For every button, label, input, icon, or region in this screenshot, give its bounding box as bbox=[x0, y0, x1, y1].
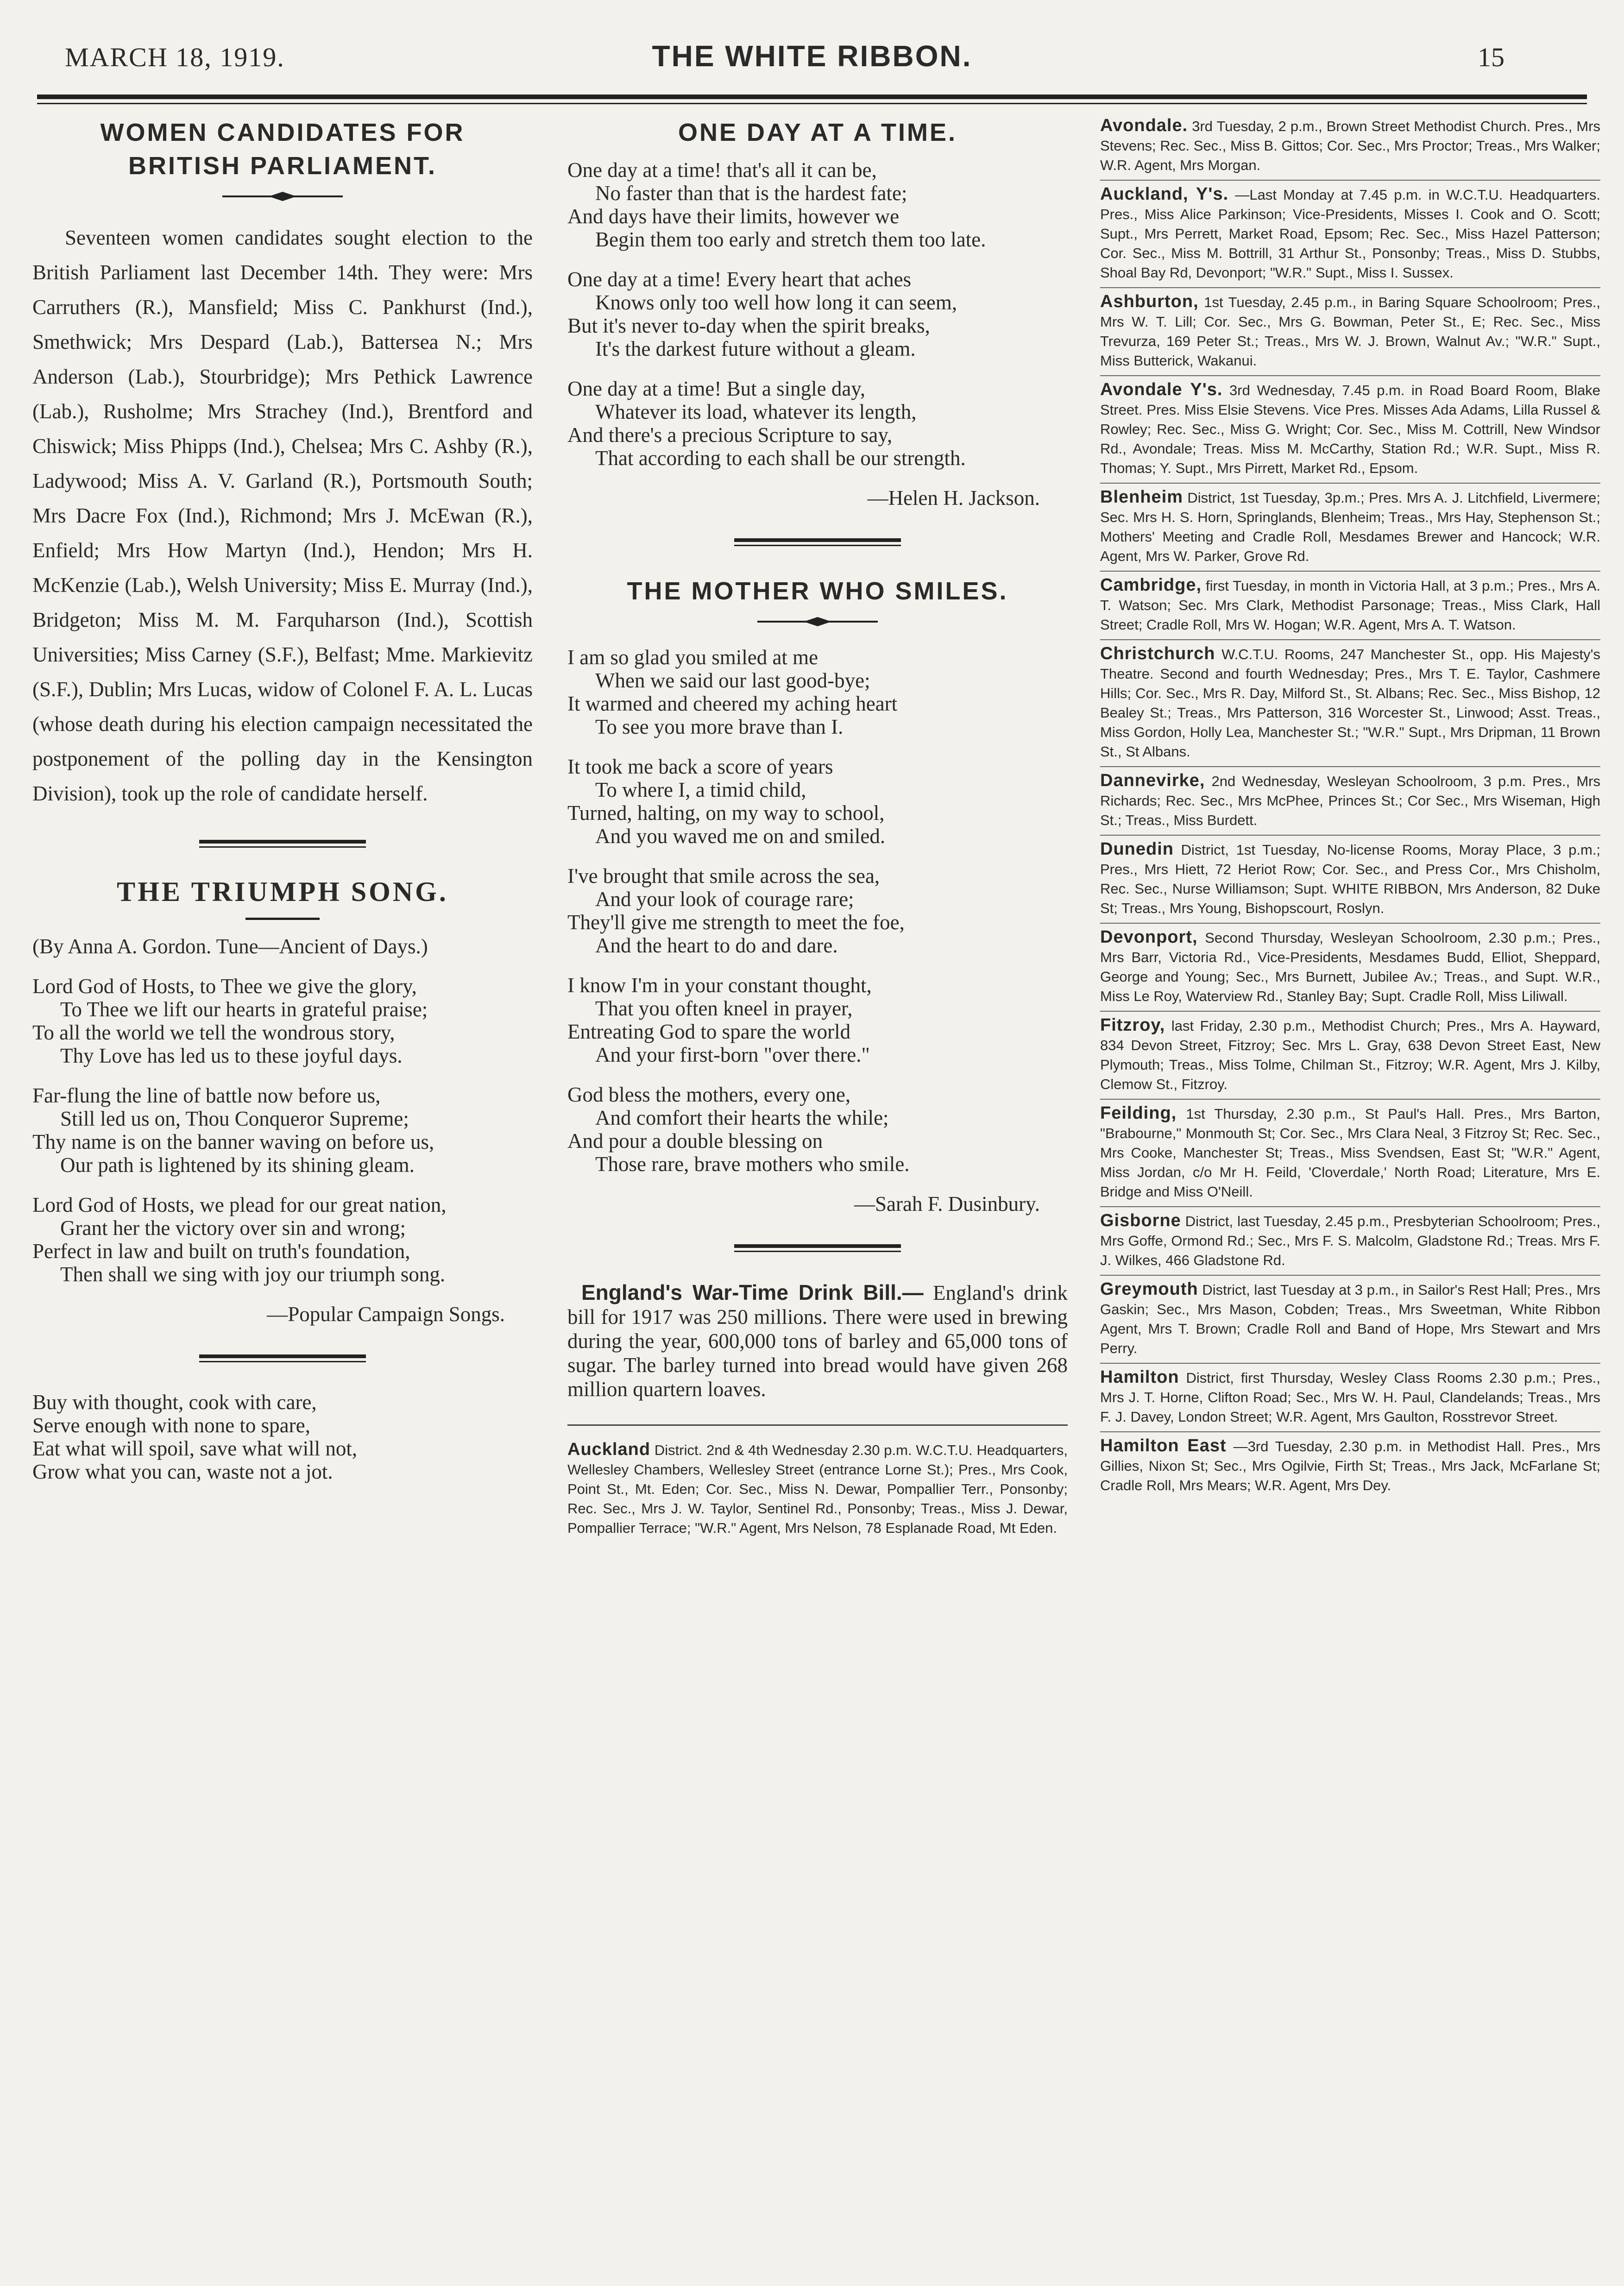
poem-stanza: Lord God of Hosts, to Thee we give the glory, To Thee we lift our hearts in grateful praise; To all the world we tell the wondrous story, Thy Love has led us to these joyful days. bbox=[32, 975, 428, 1067]
ornament-divider bbox=[757, 616, 878, 627]
article-title-line2: BRITISH PARLIAMENT. bbox=[128, 152, 437, 180]
issue-date: MARCH 18, 1919. bbox=[65, 42, 285, 72]
section-separator bbox=[734, 1243, 901, 1254]
article-title: England's War-Time Drink Bill.— bbox=[581, 1280, 924, 1304]
poem-attribution: —Helen H. Jackson. bbox=[867, 486, 1040, 510]
directory-entry: Christchurch W.C.T.U. Rooms, 247 Manchester St., opp. His Majesty's Theatre. Second and fourth Wednesday; Pres., Mrs T. E. Taylor, Cashmere Hills; Cor. Sec., Mrs R. Day, Milford St., St. Albans; Rec. Sec., Miss Bishop, 12 Bealey St.; Treas., Mrs Patterson, 316 Worcester St., Linwood; Asst. Treas., Miss Gordon, Holly Lea, Manchester St.; "W.R." Supt., Mrs Dripman, 11 Brown St., St Albans. bbox=[1100, 640, 1600, 767]
column-right-directory bbox=[1100, 116, 1600, 1500]
poem-stanza: Far-flung the line of battle now before us, Still led us on, Thou Conqueror Supreme; Thy name is on the banner waving on before us, Our path is lightened by its shining gleam. bbox=[32, 1084, 434, 1177]
page-number: 15 bbox=[1478, 42, 1504, 72]
poem-one-day-at-a-time bbox=[567, 116, 1068, 510]
poem-stanza: I've brought that smile across the sea, And your look of courage rare; They'll give me strength to meet the foe, And the heart to do and dare. bbox=[567, 864, 905, 957]
article-drink-bill bbox=[567, 1280, 1068, 1401]
section-separator bbox=[734, 537, 901, 548]
column-middle bbox=[567, 116, 1068, 1543]
poem-stanza: Lord God of Hosts, we plead for our great nation, Grant her the victory over sin and wrong; Perfect in law and built on truth's foundation, Then shall we sing with joy our triumph song. bbox=[32, 1193, 447, 1286]
poem-title: THE TRIUMPH SONG. bbox=[117, 876, 448, 907]
directory-entry: Greymouth District, last Tuesday at 3 p.m., in Sailor's Rest Hall; Pres., Mrs Gaskin; Sec., Mrs Mason, Cobden; Treas., Mrs Sweetman, White Ribbon Agent, Mrs T. Brown; Cradle Roll and Band of Hope, Mrs Stewart and Mrs Perry. bbox=[1100, 1276, 1600, 1364]
buy-with-thought-verse: Buy with thought, cook with care, Serve enough with none to spare, Eat what will spoil, save what will not, Grow what you can, waste not a jot. bbox=[32, 1391, 358, 1483]
directory-entry: Ashburton, 1st Tuesday, 2.45 p.m., in Baring Square Schoolroom; Pres., Mrs W. T. Lill; Cor. Sec., Mrs G. Bowman, Peter St., E; Rec. Sec., Miss Trevurza, 169 Peter St.; Treas., Mrs W. J. Brown, Walnut Av.; "W.R." Supt., Miss Butterick, Wakanui. bbox=[1100, 288, 1600, 376]
header-rule-thick bbox=[37, 94, 1587, 99]
poem-stanza: One day at a time! But a single day, Whatever its load, whatever its length, And there's a precious Scripture to say, That according to each shall be our strength. bbox=[567, 377, 966, 470]
poem-mother-who-smiles bbox=[567, 574, 1068, 1215]
poem-stanza: One day at a time! Every heart that aches Knows only too well how long it can seem, But it's never to-day when the spirit breaks, It's the darkest future without a gleam. bbox=[567, 268, 957, 360]
directory-entry: Dunedin District, 1st Tuesday, No-license Rooms, Moray Place, 3 p.m.; Pres., Mrs Hiett, 72 Heriot Row; Cor. Sec., and Press Cor., Mrs Chisholm, Rec. Sec., Nurse Williamson; Supt. WHITE RIBBON, Mrs Anderson, 82 Duke St; Treas., Mrs Young, Bishopscourt, Roslyn. bbox=[1100, 836, 1600, 924]
column-rule bbox=[567, 1424, 1068, 1426]
directory-entry: Feilding, 1st Thursday, 2.30 p.m., St Paul's Hall. Pres., Mrs Barton, "Brabourne," Monmouth St; Cor. Sec., Mrs Clara Neal, 3 Fitzroy St; Rec. Sec., Mrs Cooke, Manchester St; Treas., Miss Svendsen, East St; "W.R." Agent, Miss Jordan, c/o Mr H. Feild, 'Cloverdale,' North Road; Literature, Mrs E. Bridge and Miss O'Neill. bbox=[1100, 1100, 1600, 1207]
article-women-candidates bbox=[32, 116, 533, 811]
directory-entry: Dannevirke, 2nd Wednesday, Wesleyan Schoolroom, 3 p.m. Pres., Mrs Richards; Rec. Sec., Mrs McPhee, Princes St.; Cor Sec., Mrs Wiseman, High St.; Treas., Miss Burdett. bbox=[1100, 767, 1600, 836]
directory-entry: Blenheim District, 1st Tuesday, 3p.m.; Pres. Mrs A. J. Litchfield, Livermere; Sec. Mrs H. S. Horn, Springlands, Blenheim; Treas., Mrs Hay, Stephenson St.; Mothers' Meeting and Cradle Roll, Mesdames Brewer and Hancock; W.R. Agent, Mrs W. Parker, Grove Rd. bbox=[1100, 484, 1600, 572]
article-title-line1: WOMEN CANDIDATES FOR bbox=[100, 119, 465, 146]
directory-entry: Hamilton East —3rd Tuesday, 2.30 p.m. in Methodist Hall. Pres., Mrs Gillies, Nixon St; Sec., Mrs Ogilvie, Firth St; Treas., Mrs Jack, McFarlane St; Cradle Roll, Mrs Mears; W.R. Agent, Mrs Dey. bbox=[1100, 1436, 1600, 1493]
column-left bbox=[32, 116, 533, 1483]
page-header bbox=[0, 37, 1624, 79]
section-separator bbox=[199, 839, 366, 850]
poem-stanza: I am so glad you smiled at me When we said our last good-bye; It warmed and cheered my aching heart To see you more brave than I. bbox=[567, 646, 898, 738]
poem-stanza: God bless the mothers, every one, And comfort their hearts the while; And pour a double blessing on Those rare, brave mothers who smile. bbox=[567, 1083, 910, 1176]
poem-title: THE MOTHER WHO SMILES. bbox=[627, 577, 1008, 605]
directory-entry: Avondale. 3rd Tuesday, 2 p.m., Brown Street Methodist Church. Pres., Mrs Stevens; Rec. Sec., Miss B. Gittos; Cor. Sec., Mrs Proctor; Treas., Mrs Walker; W.R. Agent, Mrs Morgan. bbox=[1100, 116, 1600, 181]
section-separator bbox=[199, 1354, 366, 1365]
poem-stanza: I know I'm in your constant thought, That you often kneel in prayer, Entreating God to spare the world And your first-born "over there." bbox=[567, 974, 872, 1066]
directory-entry: Hamilton District, first Thursday, Wesley Class Rooms 2.30 p.m.; Pres., Mrs J. T. Horne, Clifton Road; Sec., Mrs W. H. Paul, Clandelands; Treas., Mrs F. J. Davey, London Street; W.R. Agent, Mrs Gaulton, Rosstrevor Street. bbox=[1100, 1364, 1600, 1432]
directory-entry: Fitzroy, last Friday, 2.30 p.m., Methodist Church; Pres., Mrs A. Hayward, 834 Devon Street, Fitzroy; Sec. Mrs L. Gray, 638 Devon Street East, New Plymouth; Treas., Miss Tolme, Chilman St., Fitzroy; W.R. Agent, Mrs J. Kilby, Clemow St., Fitzroy. bbox=[1100, 1012, 1600, 1100]
directory-entry: Auckland District. 2nd & 4th Wednesday 2.30 p.m. W.C.T.U. Headquarters, Wellesley Chambers, Wellesley Street (entrance Lorne St.); Pres., Mrs Cook, Point St., Mt. Eden; Cor. Sec., Miss N. Dewar, Pompallier Terr., Ponsonby; Rec. Sec., Mrs J. W. Taylor, Sentinel Rd., Ponsonby; Treas., Miss J. Dewar, Pompallier Terrace; "W.R." Agent, Mrs Nelson, 78 Esplanade Road, Mt Eden. bbox=[567, 1440, 1068, 1536]
article-body: England's drink bill for 1917 was 250 millions. There were used in brewing during the year, 600,000 tons of barley and 65,000 tons of sugar. The barley turned into bread would have given 268 million quartern loaves. bbox=[567, 1281, 1068, 1401]
directory-entry: Devonport, Second Thursday, Wesleyan Schoolroom, 2.30 p.m.; Pres., Mrs Barr, Victoria Rd., Vice-Presidents, Mesdames Budd, Elliot, Sheppard, George and Young; Sec., Mrs Burnett, Jubilee Av.; Treas., and Supt. W.R., Miss Le Roy, Waterview Rd., Stanley Bay; Supt. Cradle Roll, Miss Liliwall. bbox=[1100, 924, 1600, 1012]
directory-entry: Gisborne District, last Tuesday, 2.45 p.m., Presbyterian Schoolroom; Pres., Mrs Goffe, Ormond Rd.; Sec., Mrs F. S. Malcolm, Gladstone Rd.; Treas. Mrs F. J. Wilkes, 466 Gladstone Rd. bbox=[1100, 1207, 1600, 1276]
poem-title: ONE DAY AT A TIME. bbox=[678, 119, 957, 146]
poem-attribution: —Popular Campaign Songs. bbox=[267, 1303, 505, 1326]
directory-entry: Cambridge, first Tuesday, in month in Victoria Hall, at 3 p.m.; Pres., Mrs A. T. Watson; Sec. Mrs Clark, Methodist Parsonage; Treas., Miss Clark, Hall Street; Cradle Roll, Mrs W. Hogan; W.R. Agent, Mrs A. T. Watson. bbox=[1100, 572, 1600, 640]
poem-stanza: It took me back a score of years To where I, a timid child, Turned, halting, on my way to school, And you waved me on and smiled. bbox=[567, 755, 886, 848]
header-rule-thin bbox=[37, 103, 1587, 104]
article-body: Seventeen women candidates sought election to the British Parliament last December 14th. They were: Mrs Carruthers (R.), Mansfield; Miss C. Pankhurst (Ind.), Smethwick; Mrs Despard (Lab.), Battersea N.; Mrs Anderson (Lab.), Stourbridge); Mrs Pethick Lawrence (Lab.), Rusholme; Mrs Strachey (Ind.), Brentford and Chiswick; Miss Phipps (Ind.), Chelsea; Mrs C. Ashby (R.), Ladywood; Miss A. V. Garland (R.), Portsmouth South; Mrs Dacre Fox (Ind.), Richmond; Mrs J. McEwan (R.), Enfield; Mrs How Martyn (Ind.), Hendon; Mrs H. McKenzie (Lab.), Welsh University; Miss E. Murray (Ind.), Bridgeton; Miss M. M. Farquharson (Ind.), Scottish Universities; Miss Carney (S.F.), Belfast; Mme. Markievitz (S.F.), Dublin; Mrs Lucas, widow of Colonel F. A. L. Lucas (whose death during his election campaign necessitated the postponement of the polling day in the Kensington Division), took up the role of candidate herself. bbox=[32, 226, 533, 805]
poem-attribution: —Sarah F. Dusinbury. bbox=[854, 1192, 1040, 1215]
directory-entry: Auckland, Y's. —Last Monday at 7.45 p.m. in W.C.T.U. Headquarters. Pres., Miss Alice Parkinson; Vice-Presidents, Misses I. Cook and O. Scott; Supt., Mrs Perrett, Market Road, Epsom; Rec. Sec., Miss Hazel Patterson; Cor. Sec., Miss M. Bottrill, 31 Arthur St., Ponsonby; Treas., Miss D. Stubbs, Shoal Bay Rd, Devonport; "W.R." Supt., Miss I. Sussex. bbox=[1100, 181, 1600, 288]
poem-triumph-song bbox=[32, 876, 533, 1326]
title-underline bbox=[245, 916, 320, 921]
poem-stanza: One day at a time! that's all it can be, No faster than that is the hardest fate; And days have their limits, however we Begin them too early and stretch them too late. bbox=[567, 158, 986, 251]
directory-entry: Avondale Y's. 3rd Wednesday, 7.45 p.m. in Road Board Room, Blake Street. Pres. Miss Elsie Stevens. Vice Pres. Misses Ada Adams, Lilla Russel & Rowley; Rec. Sec., Miss G. Wright; Cor. Sec., Miss M. Cottrill, New Windsor Rd., Avondale; Treas. Miss M. McCarthy, Station Rd.; W.R. Supt., Miss R. Thomas; Y. Supt., Mrs Pirrett, Market Rd., Epsom. bbox=[1100, 376, 1600, 484]
poem-byline: (By Anna A. Gordon. Tune—Ancient of Days.) bbox=[32, 935, 428, 958]
ornament-divider bbox=[222, 191, 343, 202]
masthead-title: THE WHITE RIBBON. bbox=[652, 39, 972, 73]
